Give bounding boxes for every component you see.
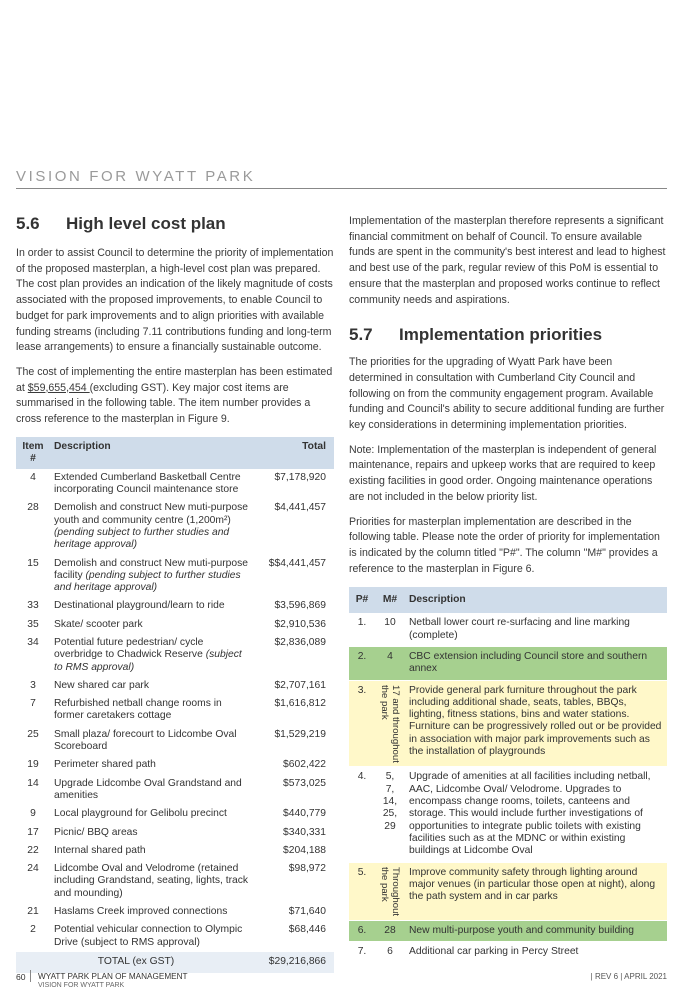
maintenance-note: Note: Implementation of the masterplan is independent of general maintenance, repairs and upkeep works that are required to keep existing facilities in good order. Ongoing maintenance operations are not included in the below priority list.: [349, 443, 657, 503]
section-header-title: VISION FOR WYATT PARK: [16, 168, 256, 185]
cost-item-total: $2,707,161: [274, 679, 326, 691]
cost-item-description: [50, 469, 256, 500]
cost-total-row: [16, 952, 334, 973]
cost-table-row: [16, 555, 334, 598]
description-text: Demolish and construct New muti-purpose youth and community centre (1,200m²): [54, 502, 249, 526]
header-divider: [16, 188, 667, 189]
section-heading-priorities: [349, 325, 667, 345]
cost-table-row: [16, 695, 334, 726]
header-description: Description: [50, 437, 256, 469]
cost-item-number: 17: [27, 826, 39, 838]
description-text: Refurbished netball change rooms in former caretakers cottage: [54, 698, 222, 722]
footer-doc-title: WYATT PARK PLAN OF MANAGEMENT: [38, 972, 188, 981]
priority-number: 6.: [349, 920, 375, 941]
masterplan-ref: 5, 7, 14, 25, 29: [375, 767, 405, 862]
priority-number: 2.: [349, 646, 375, 680]
cost-item-description: [50, 695, 256, 726]
cost-item-description: [50, 499, 256, 554]
priority-description: Provide general park furniture throughout the park including additional shade, seats, tables, BBQs, lighting, fitness stations, bins and water stations. Furniture can be progressively rolled out or be provided in association with major park improvements such as the installation of playgrounds: [405, 680, 667, 767]
cost-item-total: $340,331: [283, 826, 326, 838]
cost-item-total: $2,910,536: [274, 618, 326, 630]
estimate-text-b: (excluding GST). Key major cost items are summarised in the following table. The item number provides a cross reference to the masterplan in Figure 9.: [16, 381, 311, 426]
cost-item-number: 21: [27, 906, 39, 918]
cost-item-total: $440,779: [283, 808, 326, 820]
description-text: Lidcombe Oval and Velodrome (retained including Grandstand, seating, lights, track and mounding): [54, 863, 249, 899]
cost-item-number: 2: [30, 924, 36, 936]
priority-number: 5.: [349, 862, 375, 920]
priority-description: Improve community safety through lighting around major venues (in particular those open at night), along the path system and in car parks: [405, 862, 667, 920]
priority-number: 3.: [349, 680, 375, 767]
cost-table-row: [16, 756, 334, 774]
cost-item-total: $98,972: [288, 863, 326, 875]
masterplan-ref: 4: [375, 646, 405, 680]
cost-table-row: [16, 726, 334, 757]
cost-item-total: $1,529,219: [274, 728, 326, 740]
cost-table: [16, 437, 334, 974]
cost-item-total: $71,640: [288, 906, 326, 918]
priority-table-row: [349, 680, 667, 767]
priority-description: CBC extension including Council store and southern annex: [405, 646, 667, 680]
cost-item-total: $204,188: [283, 844, 326, 856]
masterplan-ref: [375, 680, 405, 767]
description-text: Perimeter shared path: [54, 759, 156, 771]
cost-item-number: 25: [27, 728, 39, 740]
cost-table-row: [16, 824, 334, 842]
cost-table-row: [16, 616, 334, 634]
footer-divider: [30, 970, 31, 982]
cost-item-total: $1,616,812: [274, 698, 326, 710]
header-total: Total: [256, 437, 334, 469]
description-text: Potential future pedestrian/ cycle overbridge to Chadwick Reserve: [54, 637, 204, 661]
cost-table-row: [16, 842, 334, 860]
cost-item-number: 4: [30, 471, 36, 483]
right-column: [349, 214, 667, 963]
description-note: (pending subject to further studies and heritage approval): [54, 526, 230, 551]
masterplan-ref: [375, 862, 405, 920]
cost-item-description: [50, 616, 256, 634]
cost-item-description: [50, 555, 256, 598]
description-text: Upgrade Lidcombe Oval Grandstand and amenities: [54, 777, 242, 801]
cost-table-row: [16, 597, 334, 615]
cost-table-row: [16, 903, 334, 921]
section-title: High level cost plan: [66, 214, 226, 233]
cost-table-row: [16, 805, 334, 823]
cost-item-number: 19: [27, 759, 39, 771]
priority-description: Additional car parking in Percy Street: [405, 941, 667, 962]
cost-item-description: [50, 903, 256, 921]
cost-item-number: 15: [27, 557, 39, 569]
estimate-text-a: The cost of implementing the entire masterplan has been estimated at: [16, 365, 333, 394]
cost-table-row: [16, 634, 334, 677]
priority-description: New multi-purpose youth and community building: [405, 920, 667, 941]
description-text: Local playground for Gelibolu precinct: [54, 808, 227, 820]
description-text: Small plaza/ forecourt to Lidcombe Oval Scoreboard: [54, 728, 237, 753]
description-note: (pending subject to further studies and heritage approval): [54, 569, 241, 594]
masterplan-ref: 6: [375, 941, 405, 962]
cost-item-description: [50, 805, 256, 823]
cost-item-number: 9: [30, 808, 36, 820]
commitment-paragraph: Implementation of the masterplan therefore represents a significant financial commitment on behalf of Council. To ensure available funds are spent in the community's best interest and lead to highest and best use of the park, regular review of this PoM is essential to ensure that the masterplan and proposed works continue to reflect community needs and aspirations.: [349, 215, 666, 306]
cost-plan-estimate: [16, 365, 334, 428]
cost-item-description: [50, 842, 256, 860]
masterplan-ref-vertical: 17 and throughout the park: [379, 684, 401, 763]
section-number: 5.7: [349, 325, 373, 345]
cost-item-description: [50, 597, 256, 615]
cost-table-row: [16, 921, 334, 952]
header-p: P#: [349, 587, 375, 613]
total-value: $29,216,866: [256, 952, 334, 973]
cost-item-number: 24: [27, 863, 39, 875]
cost-item-description: [50, 677, 256, 695]
description-note: (subject to RMS approval): [54, 649, 242, 673]
cost-item-number: 14: [27, 777, 39, 789]
cost-item-total: $7,178,920: [274, 471, 326, 483]
priority-description: Netball lower court re-surfacing and line marking (complete): [405, 613, 667, 646]
priorities-intro: The priorities for the upgrading of Wyatt Park have been determined in consultation with Cumberland City Council and following on from the community engagement program. Available funding and Council's ability to secure additional funding are further key considerations in determining implementation priorities.: [349, 356, 665, 432]
cost-item-number: 33: [27, 600, 39, 612]
priority-number: 4.: [349, 767, 375, 862]
cost-item-total: $573,025: [283, 777, 326, 789]
description-text: New shared car park: [54, 679, 149, 691]
cost-item-total: $602,422: [283, 759, 326, 771]
cost-item-number: 3: [30, 679, 36, 691]
cost-table-row: [16, 775, 334, 806]
cost-plan-intro: In order to assist Council to determine the priority of implementation of the proposed masterplan, a high-level cost plan was prepared. The cost plan provides an indication of the likely magnitude of costs associated with the proposed improvements, to enable Council to budget for park improvements and to align priorities with available funding streams (including 7.11 contributions funding and long-term lease arrangements) to ensure a financially sustainable outcome.: [16, 247, 334, 354]
cost-item-description: [50, 756, 256, 774]
cost-item-number: 7: [30, 698, 36, 710]
cost-item-number: 28: [27, 502, 39, 514]
cost-item-total: $2,836,089: [274, 637, 326, 648]
masterplan-ref-vertical: Throughout the park: [379, 866, 401, 916]
section-heading-cost-plan: [16, 214, 334, 234]
priority-table-header: [349, 587, 667, 613]
description-text: Skate/ scooter park: [54, 618, 143, 630]
page-number: 60: [16, 972, 26, 982]
cost-item-total: $4,441,457: [274, 502, 326, 514]
priority-table-row: [349, 646, 667, 680]
section-title: Implementation priorities: [399, 325, 603, 345]
priority-number: 1.: [349, 613, 375, 646]
description-text: Internal shared path: [54, 844, 146, 856]
description-text: Demolish and construct New muti-purpose facility: [54, 557, 249, 581]
description-text: Potential vehicular connection to Olympic Drive (subject to RMS approval): [54, 924, 243, 948]
footer-revision: | REV 6 | APRIL 2021: [590, 972, 667, 981]
priority-table-row: [349, 862, 667, 920]
priority-number: 7.: [349, 941, 375, 962]
cost-item-description: [50, 634, 256, 677]
cost-item-total: $68,446: [288, 924, 326, 936]
cost-item-description: [50, 726, 256, 757]
cost-table-row: [16, 469, 334, 500]
header-item: Item #: [16, 437, 50, 469]
cost-table-header: [16, 437, 334, 469]
description-text: Destinational playground/learn to ride: [54, 600, 225, 612]
cost-item-number: 22: [27, 844, 39, 856]
cost-item-number: 34: [27, 637, 39, 648]
priority-table-row: [349, 920, 667, 941]
cost-item-description: [50, 921, 256, 952]
priority-table-row: [349, 613, 667, 646]
masterplan-ref: 28: [375, 920, 405, 941]
cost-item-description: [50, 775, 256, 806]
section-number: 5.6: [16, 214, 40, 233]
description-text: Extended Cumberland Basketball Centre incorporating Council maintenance store: [54, 471, 241, 496]
cost-table-row: [16, 860, 334, 903]
footer-doc-subtitle: VISION FOR WYATT PARK: [38, 982, 125, 989]
header-description: Description: [405, 587, 667, 613]
header-m: M#: [375, 587, 405, 613]
estimate-value: $59,655,454: [27, 381, 90, 394]
cost-item-total: $3,596,869: [274, 600, 326, 612]
priority-table-row: [349, 767, 667, 862]
cost-table-row: [16, 499, 334, 554]
priority-table: [349, 587, 667, 963]
cost-table-row: [16, 677, 334, 695]
description-text: Haslams Creek improved connections: [54, 906, 228, 918]
masterplan-ref: 10: [375, 613, 405, 646]
description-text: Picnic/ BBQ areas: [54, 826, 138, 838]
cost-item-number: 35: [27, 618, 39, 630]
priority-table-row: [349, 941, 667, 962]
cost-item-description: [50, 860, 256, 903]
total-label: TOTAL (ex GST): [16, 952, 256, 973]
cost-item-total: $$4,441,457: [268, 557, 326, 569]
cost-item-description: [50, 824, 256, 842]
priority-description: Upgrade of amenities at all facilities including netball, AAC, Lidcombe Oval/ Velodrome. Upgrades to encompass change rooms, toilets, canteens and storage. This would include further investigations of opportunities to integrate public toilets with existing facilities such as at the MDNC or within existing buildings at Lidcombe Oval: [405, 767, 667, 862]
priorities-table-intro: Priorities for masterplan implementation are described in the following table. Please note the order of priority for implementation is indicated by the column titled "P#". The column "M#" provides a reference to the masterplan in Figure 6.: [349, 515, 660, 575]
left-column: [16, 214, 334, 973]
